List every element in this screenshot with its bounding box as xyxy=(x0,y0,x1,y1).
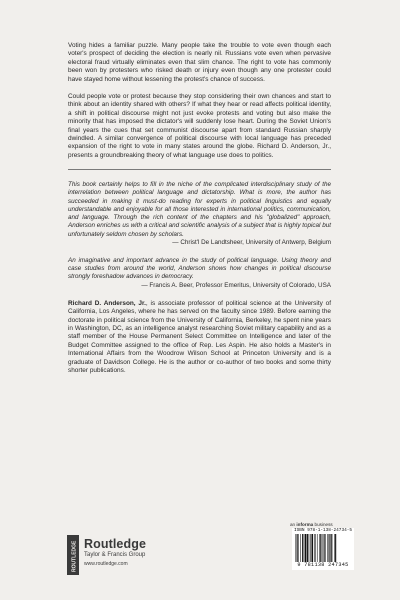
review-attribution-2: — Francis A. Beer, Professor Emeritus, University of Colorado, USA xyxy=(141,281,331,289)
cover-text-column xyxy=(68,42,331,375)
vertical-mark-text: ROUTLEDGE xyxy=(71,540,78,572)
review-quote-1: This book certainly helps to fill in the niche of the complicated interdisciplinary study of the interrelation between political language and dictatorship. What is more, the author has succeeded in making it must-do reading for experts in political linguistics and equally understandable and enjoyable for all those interested in international politics, communication, and language. Through the rich content of the chapters and his "globalized" approach, Anderson enriches us with a critical and scientific analysis of a subject that is highly topical but unfortunately seldom chosen by scholars. xyxy=(68,181,331,238)
blurb-paragraph-2: Could people vote or protest because they stop considering their own chances and start to think about an identity shared with others? If what they hear or read affects political identity, a shift in political discourse might not just evoke protests and voting but also make the minority that has imposed the dictator's will suddenly lose heart. During the Soviet Union's final years the cues that set communist discourse apart from standard Russian sharply dwindled. A similar convergence of political discourse with local language has preceded expansion of the right to vote in many states around the globe. Richard D. Anderson, Jr., presents a groundbreaking theory of what language use does to politics. xyxy=(68,93,331,159)
divider xyxy=(68,169,331,170)
routledge-logo xyxy=(66,535,236,575)
informa-prefix: an xyxy=(290,522,297,527)
informa-suffix: business xyxy=(313,522,333,527)
publisher-url: www.routledge.com xyxy=(84,561,128,567)
routledge-pillar-icon xyxy=(66,535,80,575)
publisher-group: Taylor & Francis Group xyxy=(84,552,146,558)
informa-business-tag xyxy=(290,522,333,527)
author-name: Richard D. Anderson, Jr. xyxy=(68,299,146,307)
informa-brand: informa xyxy=(296,522,314,527)
isbn-barcode xyxy=(292,528,354,570)
barcode-digits: 9 781138 247345 xyxy=(297,562,349,568)
blurb-paragraph-1: Voting hides a familiar puzzle. Many people take the trouble to vote even though each voter's prospect of deciding the election is nearly nil. Russians vote even when pervasive electoral fraud virtually eliminates even that slim chance. The right to vote has commonly been won by protesters who risked death or injury even though any one protester could have stayed home without lessening the protest's chance of success. xyxy=(68,42,331,83)
author-bio-text: , is associate professor of political science at the University of California, Los Angeles, where he has served on the faculty since 1989. Before earning the doctorate in political science from the University of California, Berkeley, he spent nine years in Washington, DC, as an intelligence analyst researching Soviet military capability and as a staff member of the House Permanent Select Committee on Intelligence and later of the Budget Committee assigned to the office of Rep. Les Aspin. He also holds a Master's in International Affairs from the Woodrow Wilson School at Princeton University and is a graduate of Davidson College. He is the author or co-author of two books and some thirty shorter publications. xyxy=(68,299,331,374)
author-bio xyxy=(68,300,331,376)
publisher-brand: Routledge xyxy=(84,537,147,551)
review-attribution-1: — Christ'l De Landtsheer, University of Antwerp, Belgium xyxy=(172,238,331,246)
barcode-bars-icon xyxy=(295,534,351,562)
review-quote-2: An imaginative and important advance in the study of political language. Using theory and case studies from around the world, Anderson shows how changes in political discourse strongly foreshadow advances in democracy. xyxy=(68,256,331,281)
isbn-label: ISBN 978-1-138-24734-5 xyxy=(294,528,352,533)
